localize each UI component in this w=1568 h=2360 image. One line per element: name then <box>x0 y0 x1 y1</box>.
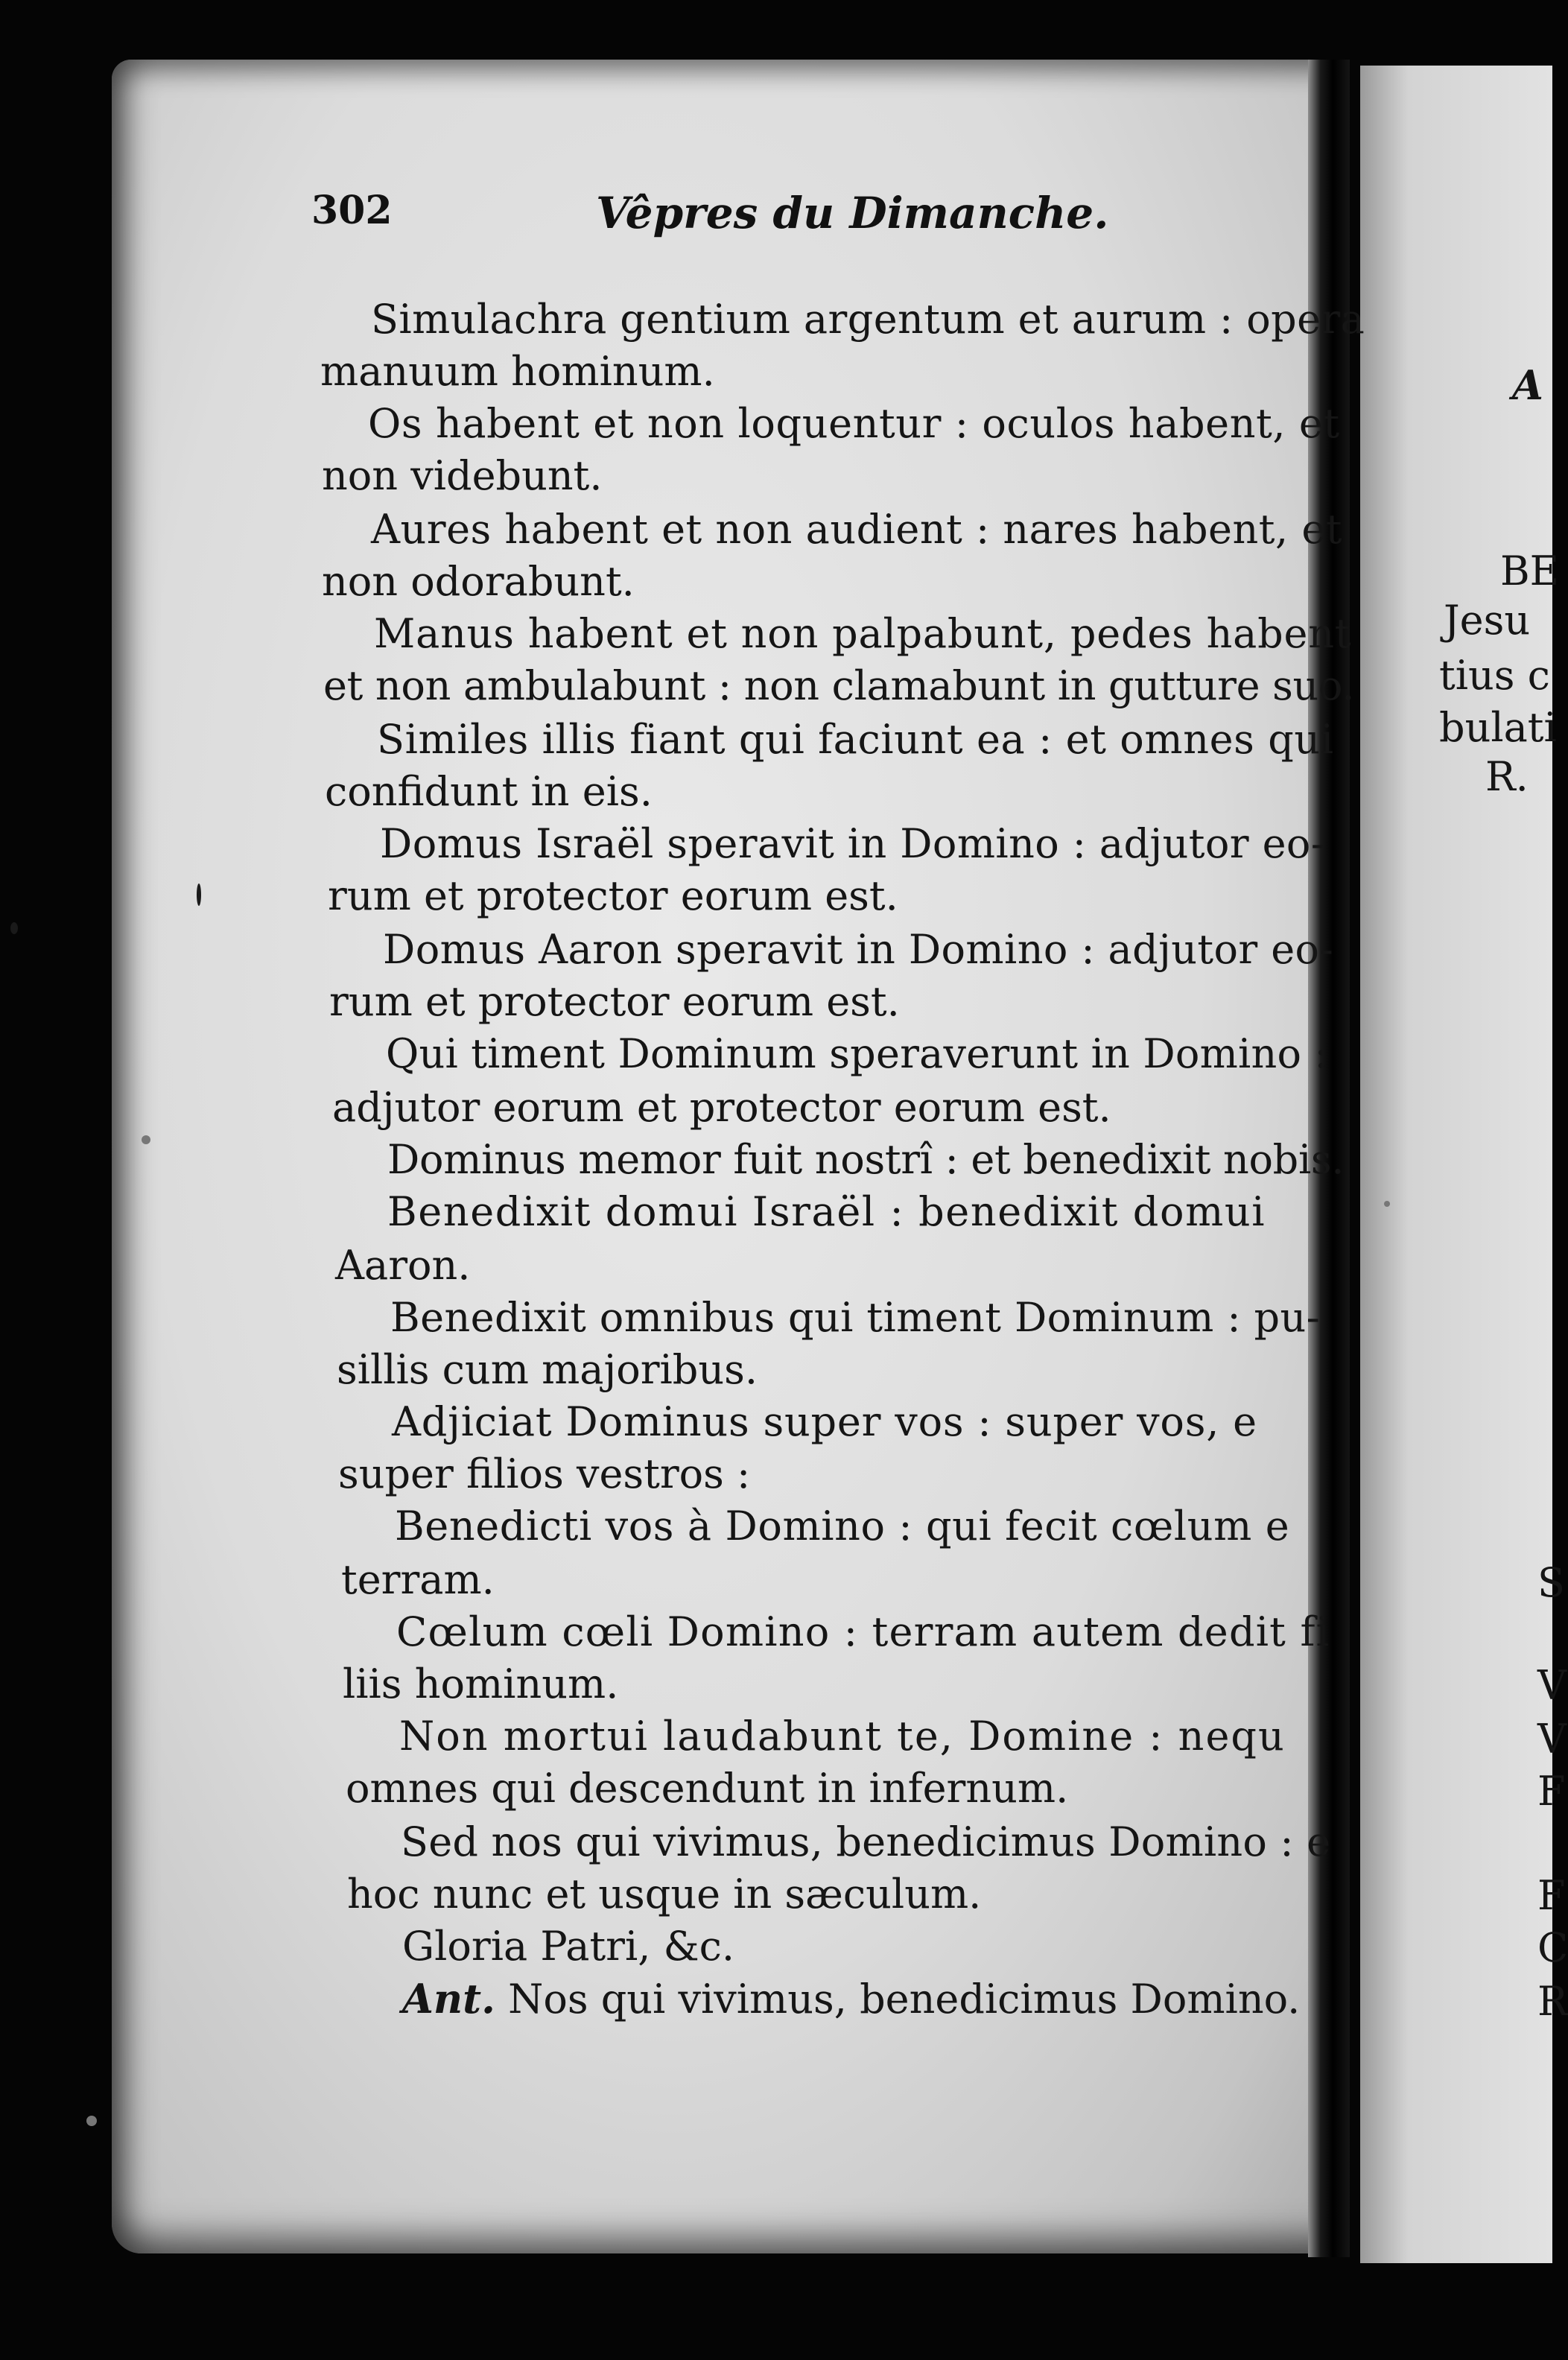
text-line: Similes illis fiant qui faciunt ea : et omnes qui <box>377 716 1334 763</box>
text-line: terram. <box>341 1556 495 1603</box>
scan-speck <box>86 2116 97 2126</box>
facing-fragment: Jesu <box>1444 597 1531 644</box>
antiphon-text: Nos qui vivimus, benedicimus Domino. <box>508 1976 1301 2023</box>
text-line: Adjiciat Dominus super vos : super vos, e <box>392 1398 1257 1445</box>
facing-fragment: C <box>1537 1924 1568 1971</box>
antiphon-label: Ant. <box>402 1975 495 2023</box>
scan-speck <box>142 1135 150 1144</box>
text-line: Manus habent et non palpabunt, pedes habent <box>374 610 1352 657</box>
text-line: Gloria Patri, &c. <box>402 1923 735 1970</box>
text-line: rum et protector eorum est. <box>329 978 900 1025</box>
text-line: manuum hominum. <box>320 348 715 395</box>
facing-fragment: R. <box>1485 753 1529 800</box>
facing-fragment: V <box>1537 1716 1567 1763</box>
facing-fragment: F <box>1537 1872 1566 1919</box>
scan-speck <box>10 922 18 934</box>
text-line: sillis cum majoribus. <box>337 1346 758 1393</box>
text-line: rum et protector eorum est. <box>328 872 898 919</box>
text-line: Simulachra gentium argentum et aurum : opera <box>371 296 1365 343</box>
text-line: non videbunt. <box>322 452 603 499</box>
text-line: Benedixit omnibus qui timent Dominum : pu- <box>390 1294 1321 1341</box>
scan-speck <box>197 884 201 906</box>
facing-fragment: A <box>1512 361 1543 409</box>
text-line: adjutor eorum et protector eorum est. <box>332 1084 1111 1131</box>
text-line: Sed nos qui vivimus, benedicimus Domino : e <box>401 1818 1331 1865</box>
text-line: non odorabunt. <box>322 558 635 605</box>
text-line: confidunt in eis. <box>325 768 653 815</box>
facing-fragment: F <box>1537 1768 1566 1815</box>
text-line: Benedicti vos à Domino : qui fecit cœlum e <box>395 1503 1290 1549</box>
scan-speck <box>1384 1201 1390 1207</box>
text-line: omnes qui descendunt in infernum. <box>346 1765 1069 1812</box>
facing-fragment: BE <box>1500 548 1560 594</box>
text-line: Domus Israël speravit in Domino : adjutor eo- <box>380 820 1325 867</box>
facing-fragment: S <box>1537 1559 1565 1606</box>
text-line: super filios vestros : <box>338 1450 751 1497</box>
page-number: 302 <box>311 188 393 233</box>
text-line: Os habent et non loquentur : oculos habent, et <box>368 400 1340 447</box>
running-title: Vêpres du Dimanche. <box>596 188 1109 238</box>
text-line: Aaron. <box>335 1242 471 1289</box>
text-line: Qui timent Dominum speraverunt in Domino : <box>386 1030 1328 1077</box>
text-line: Aures habent et non audient : nares habent, et <box>371 506 1342 553</box>
text-line: Cœlum cœli Domino : terram autem dedit fi <box>396 1608 1330 1655</box>
text-line: Benedixit domui Israël : benedixit domui <box>387 1188 1266 1235</box>
facing-fragment: R <box>1537 1978 1568 2025</box>
facing-fragment: tius c <box>1439 652 1550 699</box>
text-line: Dominus memor fuit nostrî : et benedixit nobis. <box>387 1136 1345 1183</box>
facing-fragment: V <box>1537 1662 1567 1709</box>
facing-fragment: bulati <box>1439 704 1557 751</box>
text-line: Non mortui laudabunt te, Domine : nequ <box>399 1713 1286 1760</box>
text-line: hoc nunc et usque in sæculum. <box>347 1871 982 1918</box>
text-line: et non ambulabunt : non clamabunt in gutture suo. <box>323 662 1355 709</box>
text-line: liis hominum. <box>343 1660 619 1707</box>
text-line: Domus Aaron speravit in Domino : adjutor eo- <box>383 926 1334 973</box>
